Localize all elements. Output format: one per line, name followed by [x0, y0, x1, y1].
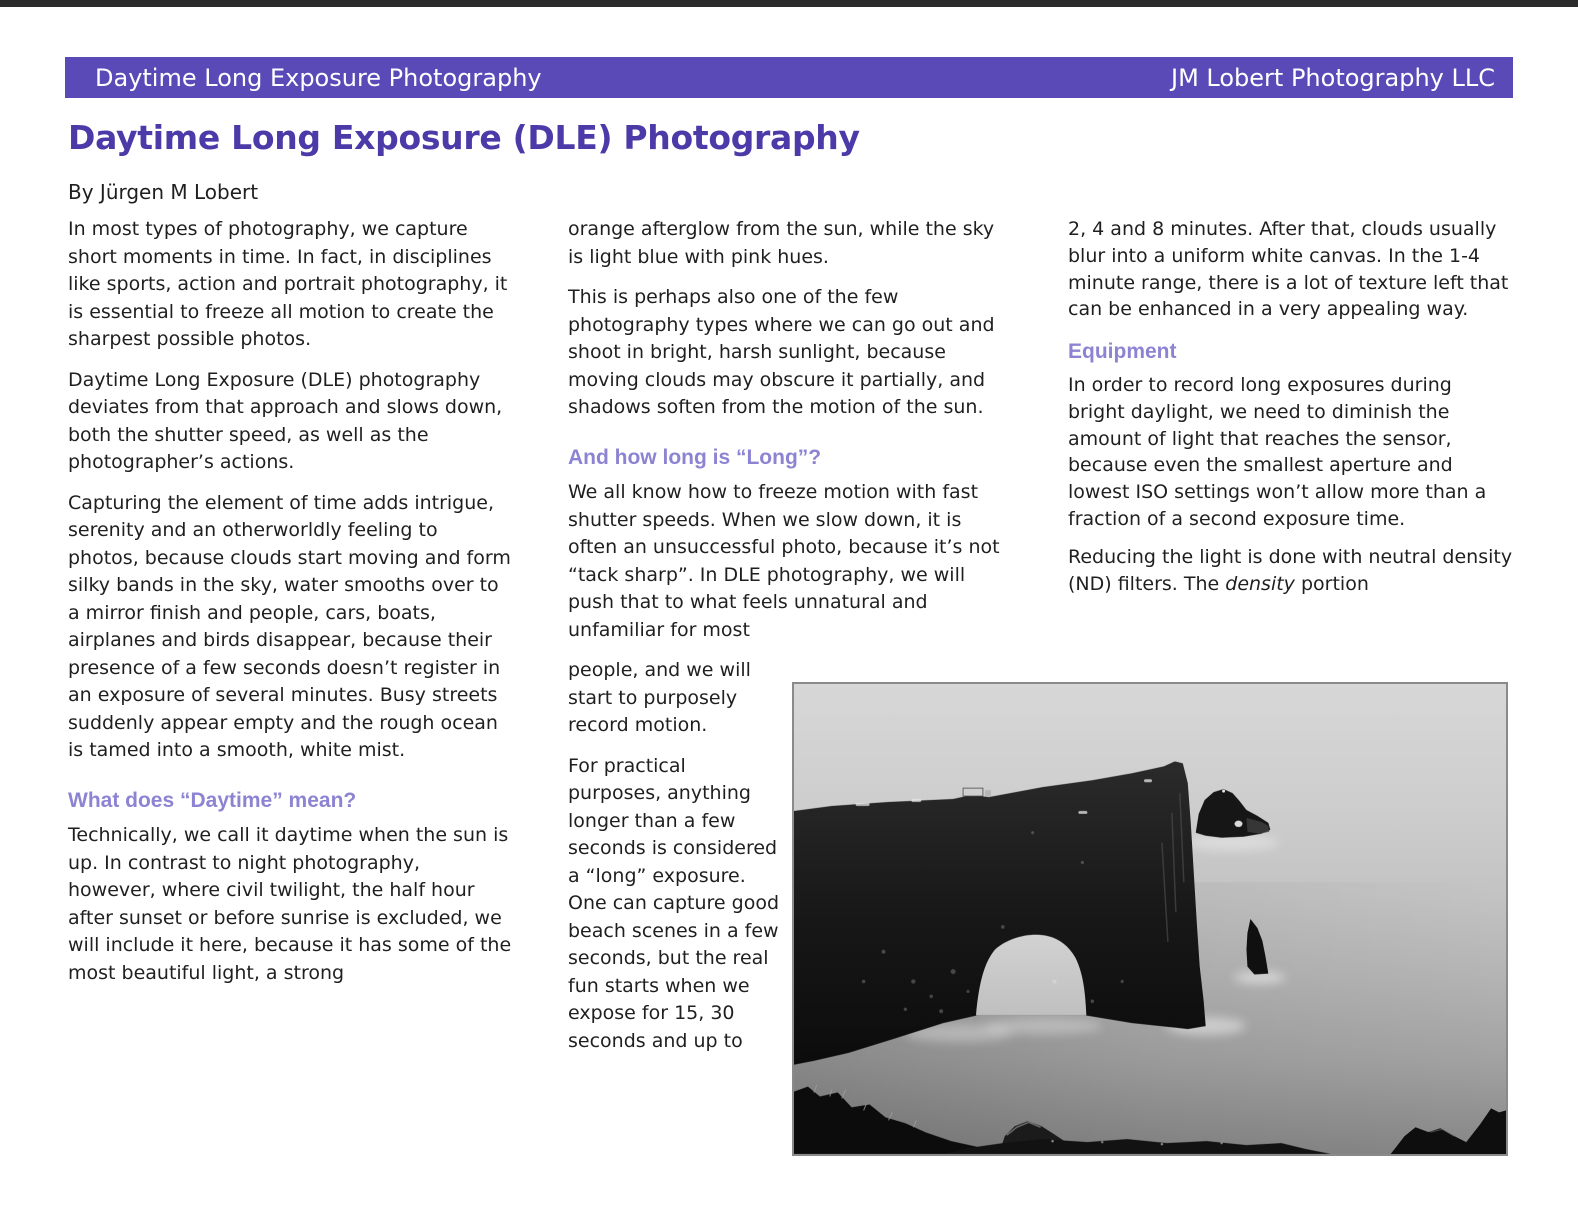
paragraph: orange afterglow from the sun, while the sky is light blue with pink hues. — [568, 218, 995, 268]
paragraph: Technically, we call it daytime when the sun is up. In contrast to night photography, however, where civil twilight, the half hour after sunset or before sunrise is excluded, we will include it here, because it has some of the most beautiful light, a strong — [68, 824, 512, 984]
byline: By Jürgen M Lobert — [68, 180, 259, 204]
paragraph: In order to record long exposures during bright daylight, we need to diminish the amount of light that reaches the sensor, because even the smallest aperture and lowest ISO settings won’t allow more than a fraction of a second exposure time. — [1068, 373, 1487, 530]
paragraph: In most types of photography, we capture short moments in time. In fact, in disciplines like sports, action and portrait photography, it is essential to freeze all motion to create the sharpest possible photos. — [68, 218, 508, 350]
header-right-text: JM Lobert Photography LLC — [1171, 63, 1495, 92]
page-header-bar — [65, 57, 1513, 98]
paragraph-wrapped-beside-photo: For practical purposes, anything longer than a few seconds is considered a “long” exposure. One can capture good beach scenes in a few seconds, but the real fun starts when we expose for 15, 30 seconds and up to — [568, 754, 780, 1052]
column-3 — [1068, 216, 1513, 608]
section-heading-daytime: What does “Daytime” mean? — [68, 788, 357, 812]
paragraph: This is perhaps also one of the few photography types where we can go out and shoot in bright, harsh sunlight, because moving clouds may obscure it partially, and shadows soften from the motion of the sun. — [568, 286, 995, 418]
paragraph — [1068, 544, 1513, 598]
paragraph: Daytime Long Exposure (DLE) photography deviates from that approach and slows down, both the shutter speed, as well as the photographer’s actions. — [68, 368, 503, 473]
scan-edge-strip — [0, 0, 1578, 7]
paragraph: Capturing the element of time adds intrigue, serenity and an otherworldly feeling to photos, because clouds start moving and form silky bands in the sky, water smooths over to a mirror finish and people, cars, boats, airplanes and birds disappear, because their presence of a few seconds doesn’t register in an exposure of several minutes. Busy streets suddenly appear empty and the rough ocean is tamed into a smooth, white mist. — [68, 491, 511, 761]
section-heading-equipment: Equipment — [1068, 340, 1177, 364]
long-exposure-seascape-graphic — [794, 684, 1506, 1154]
paragraph-wrapped-beside-photo: people, and we will start to purposely record motion. — [568, 659, 751, 736]
page-title: Daytime Long Exposure (DLE) Photography — [68, 118, 860, 157]
article-photo — [792, 682, 1508, 1156]
text-run: portion — [1294, 572, 1369, 595]
text-run: Reducing the light is done with neutral density (ND) filters. The — [1068, 545, 1513, 595]
column-1 — [68, 216, 513, 1000]
italic-text-run: density — [1225, 572, 1295, 595]
paragraph: We all know how to freeze motion with fast shutter speeds. When we slow down, it is often an unsuccessful photo, because it’s not “tack sharp”. In DLE photography, we will push that to what feels unnatural and unfamiliar for most — [568, 481, 1000, 641]
paragraph: 2, 4 and 8 minutes. After that, clouds usually blur into a uniform white canvas. In the 1-4 minute range, there is a lot of texture left that can be enhanced in a very appealing way. — [1068, 218, 1509, 321]
header-left-text: Daytime Long Exposure Photography — [95, 63, 542, 92]
section-heading-how-long: And how long is “Long”? — [568, 445, 822, 469]
